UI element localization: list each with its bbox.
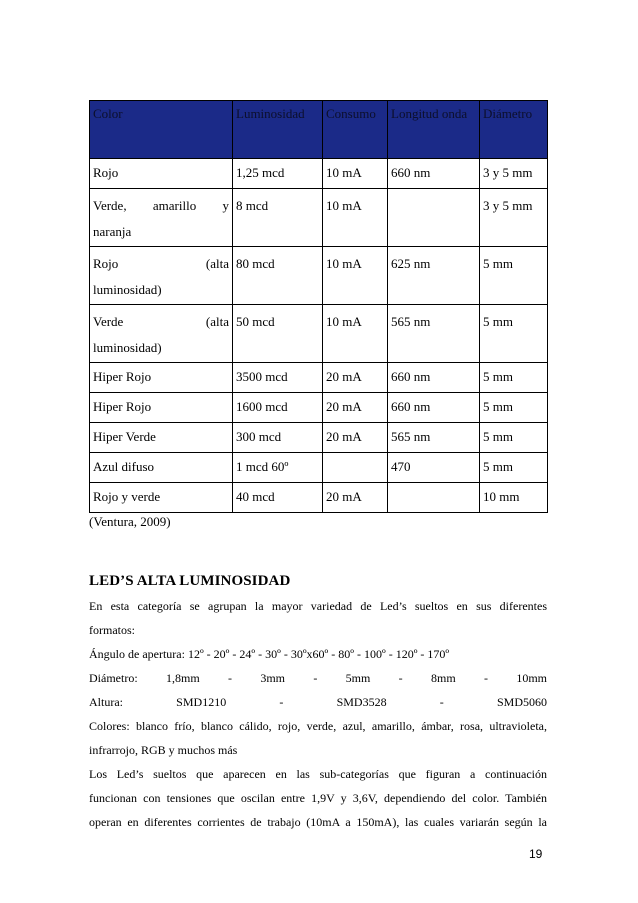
cell-color: Azul difuso bbox=[90, 453, 233, 483]
cell-luminosidad: 1600 mcd bbox=[233, 393, 323, 423]
paragraph-line-1: Los Led’s sueltos que aparecen en las sub-categorías que figuran a continuación bbox=[89, 767, 547, 781]
section-title: LED’S ALTA LUMINOSIDAD bbox=[89, 573, 291, 589]
table-row bbox=[90, 189, 548, 247]
cell-color: Hiper Rojo bbox=[90, 393, 233, 423]
cell-consumo: 20 mA bbox=[323, 363, 388, 393]
cell-consumo: 20 mA bbox=[323, 483, 388, 513]
cell-color bbox=[90, 247, 233, 305]
cell-diametro: 3 y 5 mm bbox=[480, 159, 548, 189]
cell-luminosidad: 3500 mcd bbox=[233, 363, 323, 393]
table-row bbox=[90, 453, 548, 483]
cell-color: Hiper Rojo bbox=[90, 363, 233, 393]
cell-color bbox=[90, 305, 233, 363]
table-row bbox=[90, 393, 548, 423]
cell-luminosidad: 300 mcd bbox=[233, 423, 323, 453]
cell-consumo bbox=[323, 453, 388, 483]
cell-consumo: 10 mA bbox=[323, 189, 388, 247]
cell-color-line2: luminosidad) bbox=[93, 282, 162, 297]
header-luminosidad: Luminosidad bbox=[233, 101, 323, 159]
header-longitud-label: Longitud onda bbox=[391, 106, 468, 121]
cell-color bbox=[90, 189, 233, 247]
cell-consumo: 10 mA bbox=[323, 247, 388, 305]
cell-color: Rojo bbox=[90, 159, 233, 189]
cell-color-line1: Verde (alta bbox=[93, 314, 229, 329]
led-specs-table bbox=[89, 100, 548, 513]
table-row bbox=[90, 247, 548, 305]
table-row bbox=[90, 305, 548, 363]
table-row bbox=[90, 423, 548, 453]
cell-luminosidad: 8 mcd bbox=[233, 189, 323, 247]
cell-color: Hiper Verde bbox=[90, 423, 233, 453]
cell-color-line2: naranja bbox=[93, 224, 132, 239]
header-consumo: Consumo bbox=[323, 101, 388, 159]
page-number: 19 bbox=[529, 847, 543, 861]
intro-line-1: En esta categoría se agrupan la mayor variedad de Led’s sueltos en sus diferentes bbox=[89, 599, 547, 613]
paragraph-line-2: funcionan con tensiones que oscilan entre 1,9V y 3,6V, dependiendo del color. También bbox=[89, 791, 547, 805]
cell-luminosidad: 1 mcd 60º bbox=[233, 453, 323, 483]
paragraph-line-3: operan en diferentes corrientes de trabajo (10mA a 150mA), las cuales variarán según la bbox=[89, 815, 547, 829]
table-header-row bbox=[90, 101, 548, 159]
intro-line-2: formatos: bbox=[89, 623, 135, 637]
cell-longitud: 625 nm bbox=[388, 247, 480, 305]
table-row bbox=[90, 363, 548, 393]
section-body bbox=[89, 594, 547, 834]
cell-longitud: 660 nm bbox=[388, 363, 480, 393]
table-row bbox=[90, 159, 548, 189]
altura-line: Altura: SMD1210 - SMD3528 - SMD5060 bbox=[89, 695, 547, 709]
cell-diametro: 5 mm bbox=[480, 247, 548, 305]
cell-luminosidad: 40 mcd bbox=[233, 483, 323, 513]
cell-diametro: 3 y 5 mm bbox=[480, 189, 548, 247]
cell-longitud: 470 bbox=[388, 453, 480, 483]
cell-consumo: 10 mA bbox=[323, 159, 388, 189]
angulo-line: Ángulo de apertura: 12º - 20º - 24º - 30º - 30ºx60º - 80º - 100º - 120º - 170º bbox=[89, 647, 450, 661]
cell-diametro: 5 mm bbox=[480, 305, 548, 363]
table-citation: (Ventura, 2009) bbox=[89, 514, 171, 529]
cell-longitud: 565 nm bbox=[388, 423, 480, 453]
cell-luminosidad: 50 mcd bbox=[233, 305, 323, 363]
cell-color: Rojo y verde bbox=[90, 483, 233, 513]
cell-consumo: 20 mA bbox=[323, 393, 388, 423]
cell-longitud: 565 nm bbox=[388, 305, 480, 363]
cell-diametro: 5 mm bbox=[480, 453, 548, 483]
cell-longitud: 660 nm bbox=[388, 159, 480, 189]
cell-luminosidad: 80 mcd bbox=[233, 247, 323, 305]
cell-longitud bbox=[388, 189, 480, 247]
table-row bbox=[90, 483, 548, 513]
header-color: Color bbox=[90, 101, 233, 159]
cell-diametro: 10 mm bbox=[480, 483, 548, 513]
cell-longitud: 660 nm bbox=[388, 393, 480, 423]
cell-longitud bbox=[388, 483, 480, 513]
header-diametro: Diámetro bbox=[480, 101, 548, 159]
cell-diametro: 5 mm bbox=[480, 393, 548, 423]
cell-diametro: 5 mm bbox=[480, 423, 548, 453]
cell-color-line2: luminosidad) bbox=[93, 340, 162, 355]
cell-color-line1: Rojo (alta bbox=[93, 256, 229, 271]
cell-luminosidad: 1,25 mcd bbox=[233, 159, 323, 189]
colores-line-2: infrarrojo, RGB y muchos más bbox=[89, 743, 238, 757]
cell-consumo: 20 mA bbox=[323, 423, 388, 453]
cell-color-line1: Verde, amarillo y bbox=[93, 198, 229, 213]
diametro-line: Diámetro: 1,8mm - 3mm - 5mm - 8mm - 10mm bbox=[89, 671, 547, 685]
colores-line-1: Colores: blanco frío, blanco cálido, rojo, verde, azul, amarillo, ámbar, rosa, ultravioleta, bbox=[89, 719, 547, 733]
header-longitud bbox=[388, 101, 480, 159]
cell-diametro: 5 mm bbox=[480, 363, 548, 393]
cell-consumo: 10 mA bbox=[323, 305, 388, 363]
